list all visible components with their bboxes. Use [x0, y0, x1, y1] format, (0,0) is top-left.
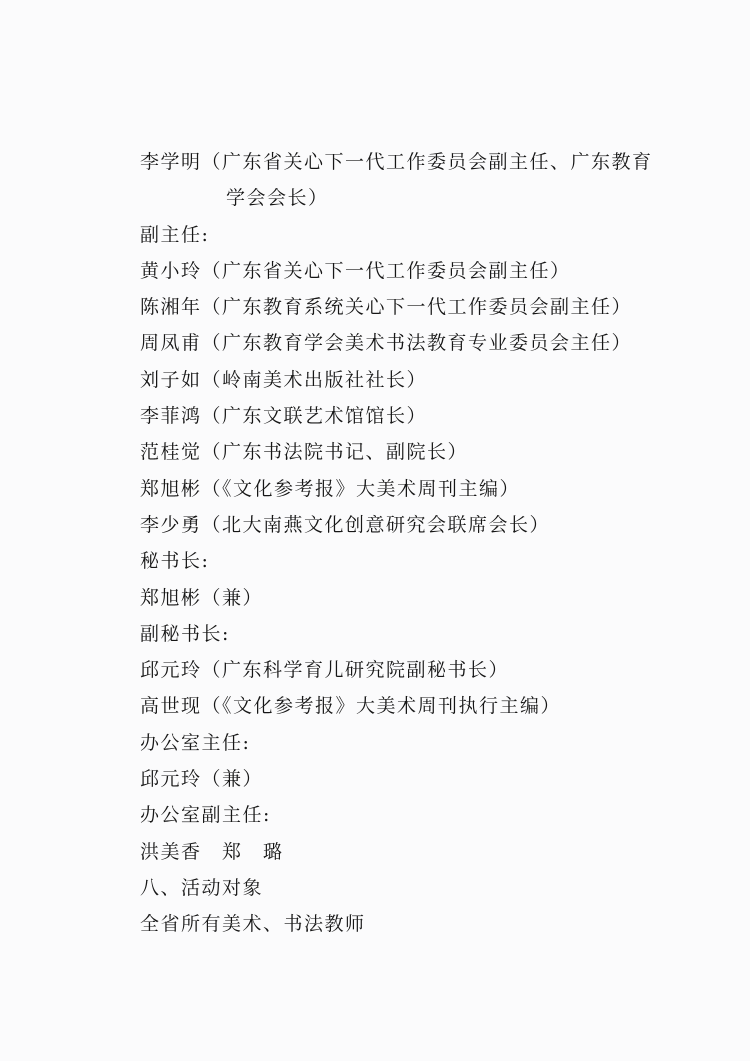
member-line: 李少勇（北大南燕文化创意研究会联席会长） [140, 513, 551, 536]
heading-secretary-general: 秘书长: [140, 550, 210, 573]
member-line: 郑旭彬（兼） [140, 586, 264, 609]
activity-target-text: 全省所有美术、书法教师 [140, 913, 366, 936]
member-line: 黄小玲（广东省关心下一代工作委员会副主任） [140, 259, 571, 282]
member-line: 范桂觉（广东书法院书记、副院长） [140, 441, 469, 464]
member-line: 郑旭彬（《文化参考报》大美术周刊主编） [140, 477, 521, 500]
member-line: 高世现（《文化参考报》大美术周刊执行主编） [140, 695, 562, 718]
heading-office-deputy-director: 办公室副主任: [140, 804, 271, 827]
member-line: 刘子如（岭南美术出版社社长） [140, 368, 428, 391]
heading-vice-director: 副主任: [140, 223, 210, 246]
member-line: 陈湘年（广东教育系统关心下一代工作委员会副主任） [140, 296, 633, 319]
member-line: 李菲鸿（广东文联艺术馆馆长） [140, 405, 428, 428]
heading-office-director: 办公室主任: [140, 731, 251, 754]
member-line: 周凤甫（广东教育学会美术书法教育专业委员会主任） [140, 332, 633, 355]
member-line-li-xueming: 李学明（广东省关心下一代工作委员会副主任、广东教育 [140, 151, 653, 173]
heading-deputy-secretary-general: 副秘书长: [140, 622, 230, 645]
member-line-li-xueming-cont: 学会会长） [226, 187, 329, 210]
section-heading-activity-target: 八、活动对象 [140, 876, 264, 899]
member-line: 邱元玲（兼） [140, 768, 264, 791]
document-body [140, 145, 680, 944]
member-line: 洪美香 郑 璐 [140, 840, 284, 863]
member-line: 邱元玲（广东科学育儿研究院副秘书长） [140, 659, 510, 682]
